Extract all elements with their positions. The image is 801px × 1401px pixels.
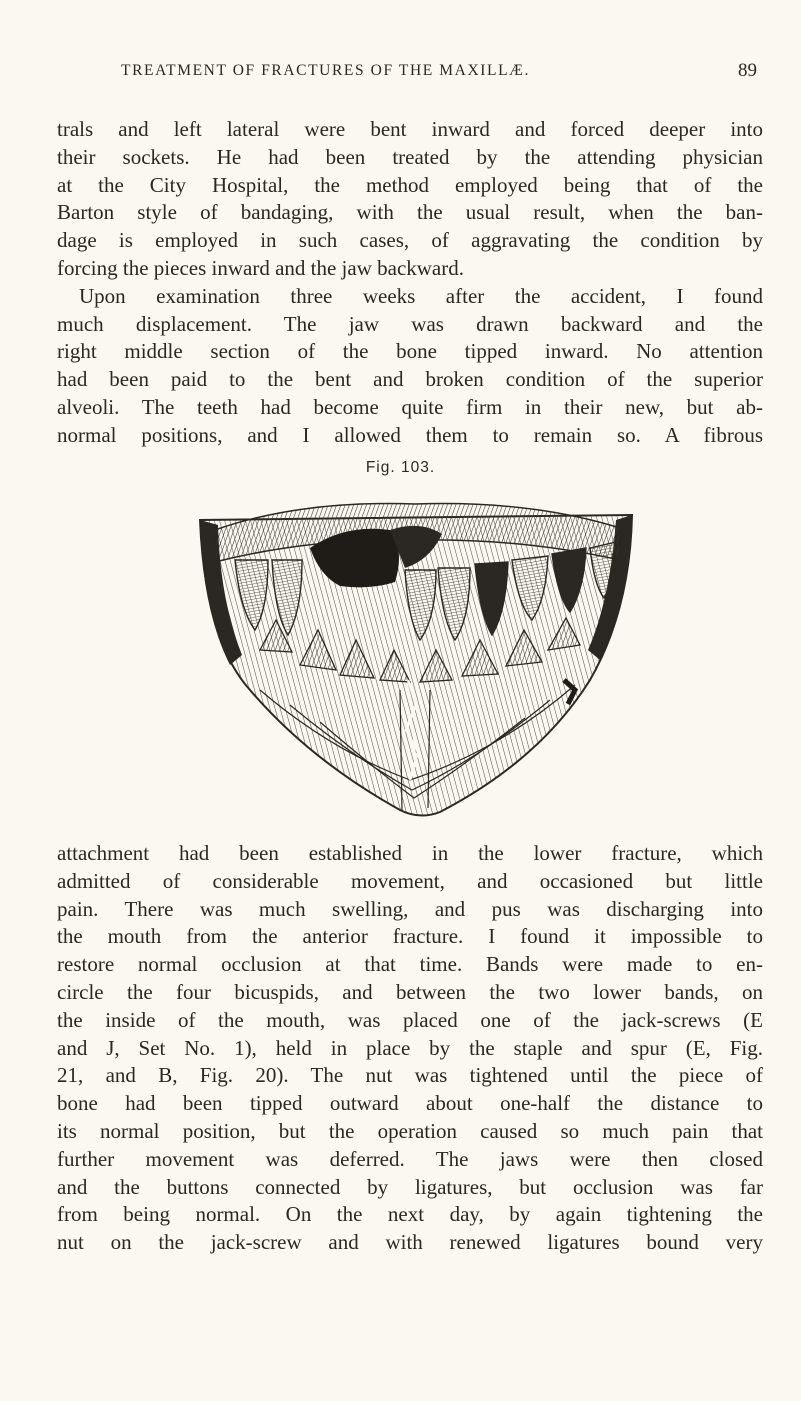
text-line: and J, Set No. 1), held in place by the staple and spur (E, Fig. [57,1035,763,1060]
text-line: dage is employed in such cases, of aggravating the condition by [57,228,763,253]
paragraph-before-figure [57,116,763,450]
text-line: and the buttons connected by ligatures, but occlusion was far [57,1174,763,1199]
text-line: from being normal. On the next day, by again tightening the [57,1202,763,1227]
text-line: nut on the jack-screw and with renewed ligatures bound very [57,1230,763,1255]
text-line: bone had been tipped outward about one-half the distance to [57,1091,763,1116]
text-line: restore normal occlusion at that time. Bands were made to en- [57,952,763,977]
text-line: further movement was deferred. The jaws were then closed [57,1146,763,1171]
text-line: Upon examination three weeks after the accident, I found [79,283,763,308]
paragraph-after-figure [57,840,763,1257]
text-line: normal positions, and I allowed them to remain so. A fibrous [57,422,763,447]
text-line: the mouth from the anterior fracture. I found it impossible to [57,924,763,949]
text-line: the inside of the mouth, was placed one of the jack-screws (E [57,1007,763,1032]
text-line: pain. There was much swelling, and pus was discharging into [57,896,763,921]
text-line: had been paid to the bent and broken condition of the superior [57,367,763,392]
page-number: 89 [738,60,757,81]
text-line: trals and left lateral were bent inward and forced deeper into [57,117,763,141]
text-line: their sockets. He had been treated by the attending physician [57,144,763,169]
text-line: alveoli. The teeth had become quite firm in their new, but ab- [57,394,763,419]
running-head [0,62,801,86]
text-line: much displacement. The jaw was drawn backward and the [57,311,763,336]
text-line: at the City Hospital, the method employed being that of the [57,172,763,197]
text-line: attachment had been established in the lower fracture, which [57,841,763,865]
text-line: right middle section of the bone tipped inward. No attention [57,339,763,364]
text-line: admitted of considerable movement, and occasioned but little [57,868,763,893]
text-line: circle the four bicuspids, and between the two lower bands, on [57,979,763,1004]
running-title: TREATMENT OF FRACTURES OF THE MAXILLÆ. [121,62,531,79]
figure-label: Fig. 103. [365,459,436,476]
text-line: its normal position, but the operation caused so much pain that [57,1118,763,1143]
text-line: Barton style of bandaging, with the usual result, when the ban- [57,200,763,225]
jaw-teeth-illustration [180,490,650,830]
text-line: 21, and B, Fig. 20). The nut was tightened until the piece of [57,1063,763,1088]
text-line: forcing the pieces inward and the jaw backward. [57,255,464,280]
